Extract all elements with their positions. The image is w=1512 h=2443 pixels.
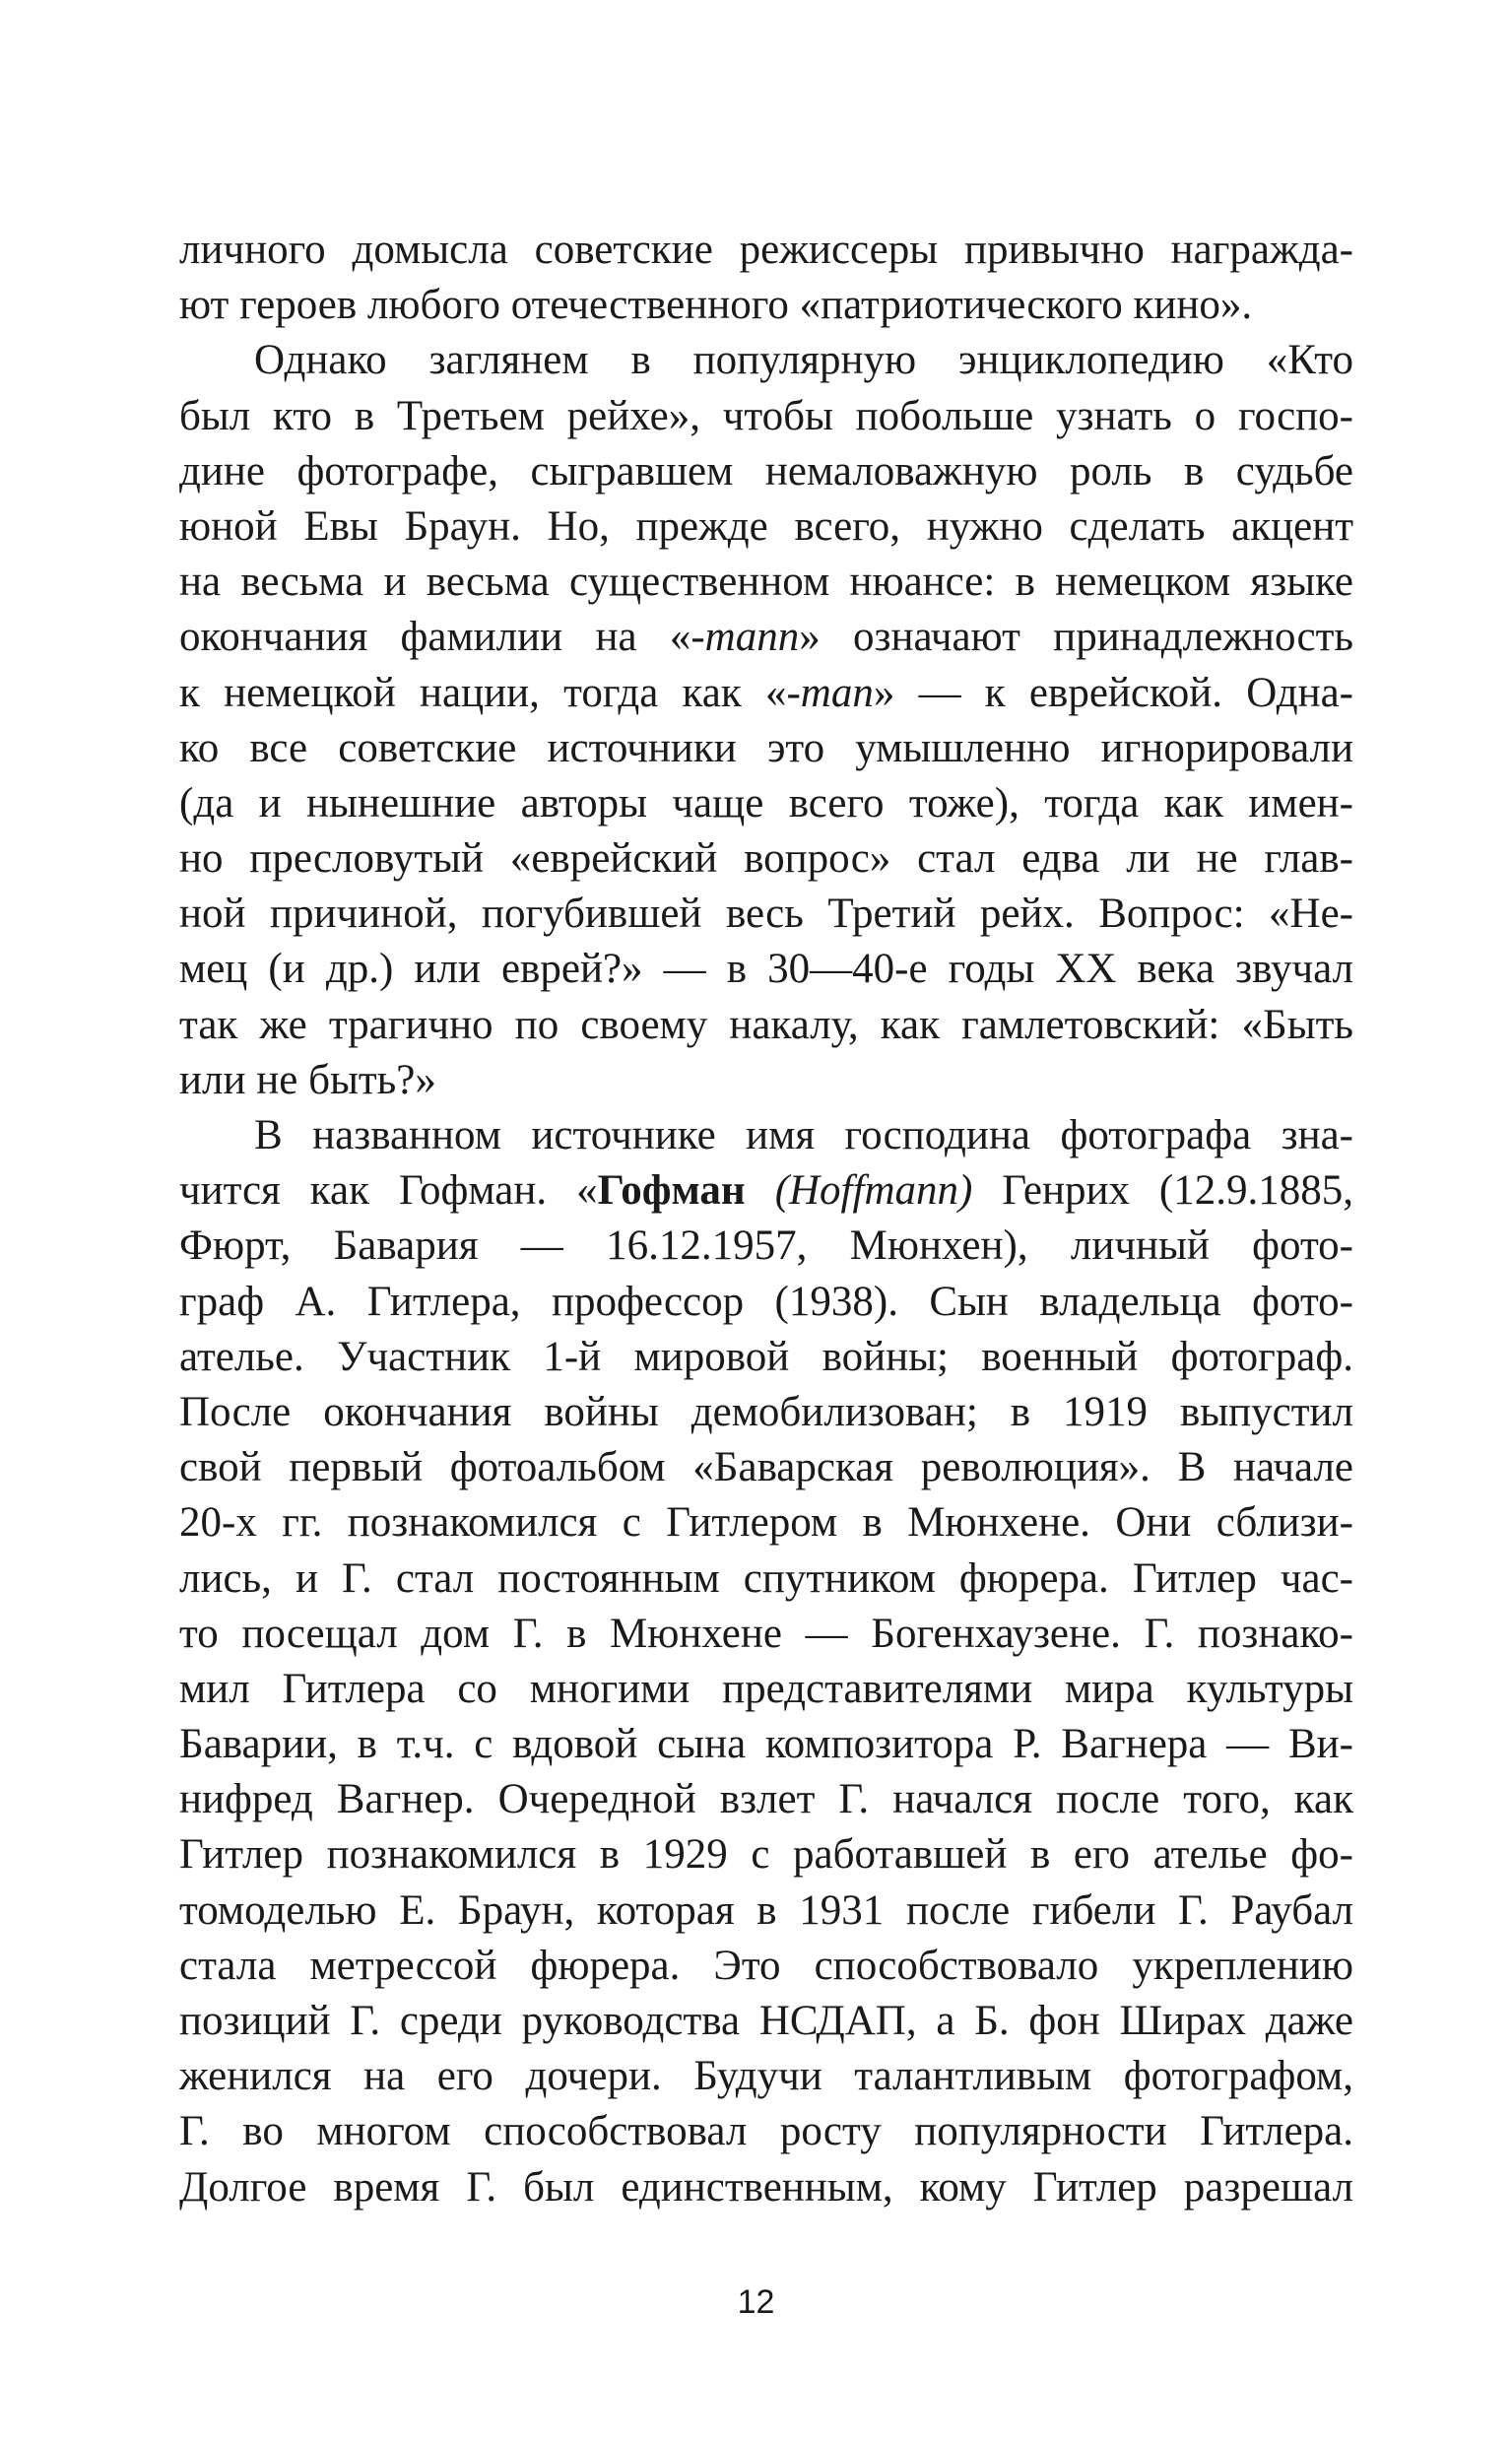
text-line: ко все советские источники это умышленно игнорировали (179, 724, 1353, 771)
text-line: Гитлер познакомился в 1929 с работавшей в его ателье фо- (179, 1831, 1353, 1879)
text-line: мил Гитлера со многими представителями мира культуры (179, 1665, 1353, 1712)
text-line: граф А. Гитлера, профессор (1938). Сын владельца фото- (179, 1278, 1353, 1325)
text-line: личного домысла советские режиссеры привычно награжда- (179, 227, 1353, 273)
text-line: женился на его дочери. Будучи талантливым фотографом, (179, 2053, 1353, 2100)
text-line: дине фотографе, сыгравшем немаловажную роль в судьбе (179, 447, 1353, 495)
text-line: Баварии, в т.ч. с вдовой сына композитора Р. Вагнера — Ви- (179, 1721, 1353, 1768)
text-line: юной Евы Браун. Но, прежде всего, нужно сделать акцент (179, 502, 1353, 550)
text-line: окончания фамилии на «-mann» означают принадлежность (179, 614, 1354, 661)
text-line: то посещал дом Г. в Мюнхене — Богенхаузене. Г. познако- (179, 1610, 1353, 1657)
text-line: Г. во многом способствовал росту популярности Гитлера. (179, 2108, 1353, 2155)
text-line: чится как Гофман. «Гофман (Hoffmann) Генрих (12.9.1885, (179, 1167, 1354, 1215)
text-line: После окончания войны демобилизован; в 1919 выпустил (179, 1388, 1353, 1435)
text-line: ной причиной, погубившей весь Третий рейх. Вопрос: «Не- (179, 891, 1353, 938)
text-line: на весьма и весьма существенном нюансе: в немецком языке (179, 559, 1353, 606)
text-line: был кто в Третьем рейхе», чтобы побольше узнать о госпо- (179, 392, 1353, 439)
text-line: стала метрессой фюрера. Это способствовало укреплению (179, 1942, 1353, 1989)
text-line: лись, и Г. стал постоянным спутником фюрера. Гитлер час- (179, 1554, 1353, 1602)
text-line: томоделью Е. Браун, которая в 1931 после гибели Г. Раубал (179, 1886, 1353, 1934)
text-line: Долгое время Г. был единственным, кому Гитлер разрешал (179, 2163, 1353, 2211)
text-line: или не быть?» (179, 1056, 436, 1103)
text-line: к немецкой нации, тогда как «-man» — к еврейской. Одна- (179, 669, 1353, 716)
text-line: 20-х гг. познакомился с Гитлером в Мюнхене. Они сблизи- (179, 1499, 1353, 1547)
text-line: позиций Г. среди руководства НСДАП, а Б. фон Ширах даже (179, 1998, 1353, 2044)
text-line: так же трагично по своему накалу, как гамлетовский: «Быть (179, 1001, 1353, 1048)
text-line: но пресловутый «еврейский вопрос» стал едва ли не глав- (179, 835, 1353, 883)
text-line: ют героев любого отечественного «патриотического кино». (179, 282, 1253, 329)
text-line: мец (и др.) или еврей?» — в 30—40-е годы XX века звучал (179, 946, 1353, 993)
text-line: Фюрт, Бавария — 16.12.1957, Мюнхен), личный фото- (179, 1222, 1353, 1270)
text-line: Однако заглянем в популярную энциклопедию «Кто (254, 337, 1353, 384)
book-page-body (179, 223, 1353, 2215)
text-line: нифред Вагнер. Очередной взлет Г. начался после того, как (179, 1776, 1353, 1823)
text-line: (да и нынешние авторы чаще всего тоже), тогда как имен- (179, 779, 1353, 826)
text-line: свой первый фотоальбом «Баварская революция». В начале (179, 1444, 1353, 1491)
page-number: 12 (737, 2283, 775, 2321)
text-line: В названном источнике имя господина фотографа зна- (254, 1112, 1353, 1158)
text-line: ателье. Участник 1-й мировой войны; военный фотограф. (179, 1333, 1353, 1380)
